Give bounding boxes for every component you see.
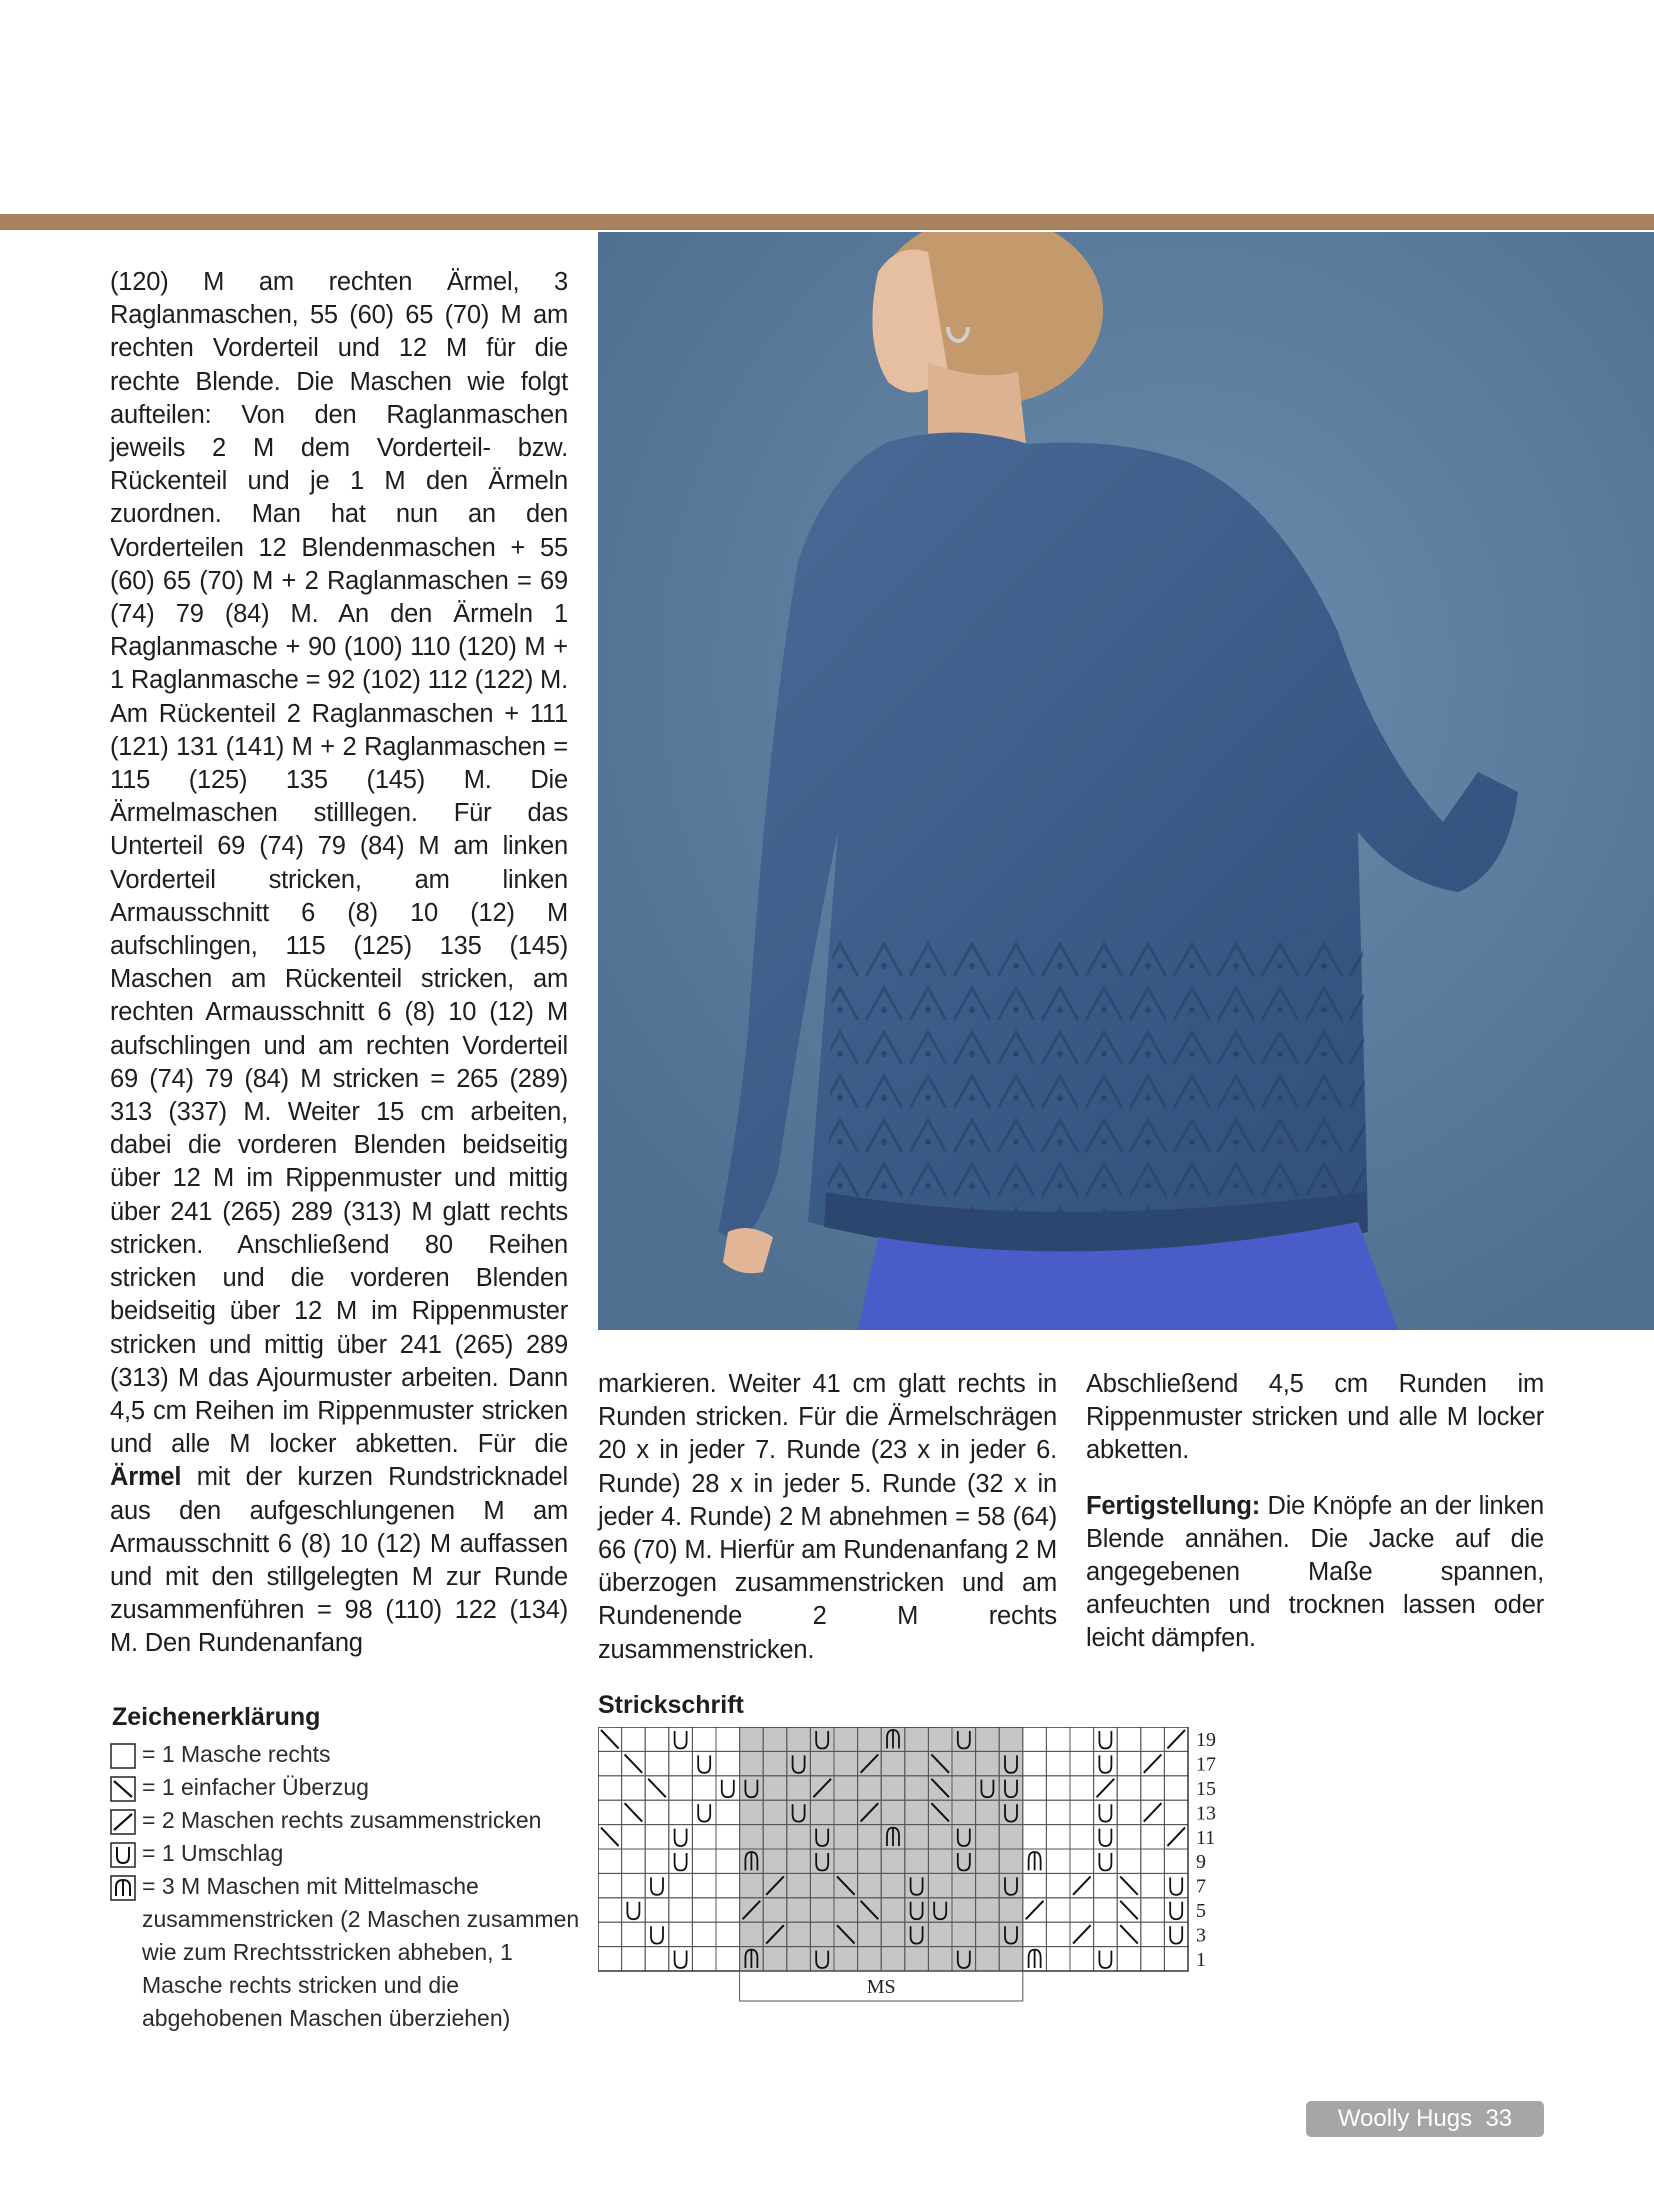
- chart-cell: [622, 1922, 646, 1946]
- instruction-column-2: [598, 1368, 1057, 1667]
- chart-cell: [645, 1849, 669, 1873]
- chart-cell: [692, 1947, 716, 1971]
- chart-cell: [1046, 1873, 1070, 1897]
- chart-cell: [669, 1873, 693, 1897]
- yarn-over-symbol-icon: [651, 1877, 663, 1894]
- chart-cell: [1046, 1776, 1070, 1800]
- chart-cell: [692, 1727, 716, 1751]
- knit-stitch-icon: [110, 1743, 136, 1769]
- finishing-text: Die Knöpfe an der linken Blende annähen. Die Jacke auf die angegebenen Maße spannen, anfeuchten und trocknen lassen oder leicht dämpfen.: [1086, 1491, 1544, 1653]
- ssk-symbol-icon: [601, 1730, 619, 1748]
- chart-cell: [1141, 1947, 1165, 1971]
- legend-text-yo: = 1 Umschlag: [142, 1840, 284, 1866]
- chart-cell: [1141, 1849, 1165, 1873]
- k2tog-symbol-icon: [1073, 1876, 1091, 1894]
- symbol-legend: [110, 1703, 580, 2035]
- chart-cell: [645, 1751, 669, 1775]
- chart-cell: [716, 1800, 740, 1824]
- yarn-over-symbol-icon: [651, 1926, 663, 1943]
- chart-row-label: 7: [1196, 1875, 1206, 1898]
- ssk-symbol-icon: [1120, 1925, 1138, 1943]
- chart-cell: [669, 1751, 693, 1775]
- yarn-over-symbol-icon: [675, 1829, 687, 1846]
- legend-item-ssk: [110, 1771, 580, 1804]
- yarn-over-symbol-icon: [675, 1853, 687, 1870]
- yarn-over-symbol-icon: [698, 1804, 710, 1821]
- chart-cell: [1094, 1922, 1118, 1946]
- chart-row-label: 13: [1196, 1802, 1216, 1825]
- chart-cell: [1117, 1776, 1141, 1800]
- chart-cell: [1023, 1873, 1047, 1897]
- yarn-over-symbol-icon: [1170, 1877, 1182, 1894]
- k2tog-symbol-icon: [1144, 1803, 1162, 1821]
- chart-cell: [622, 1776, 646, 1800]
- chart-cell: [1117, 1825, 1141, 1849]
- chart-cell: [716, 1898, 740, 1922]
- k2tog-symbol-icon: [1167, 1828, 1185, 1846]
- legend-item-knit: [110, 1738, 580, 1771]
- chart-cell: [1023, 1800, 1047, 1824]
- finishing-label: Fertigstellung:: [1086, 1491, 1261, 1520]
- magazine-name: Woolly Hugs: [1337, 2105, 1473, 2132]
- chart-cell: [645, 1825, 669, 1849]
- yarn-over-symbol-icon: [1099, 1731, 1111, 1748]
- yarn-over-symbol-icon: [1170, 1926, 1182, 1943]
- chart-cell: [1070, 1849, 1094, 1873]
- legend-text-ssk: = 1 einfacher Überzug: [142, 1774, 369, 1800]
- col1-text-a: (120) M am rechten Ärmel, 3 Raglanmaschen, 55 (60) 65 (70) M am rechten Vorderteil und 12 M für die rechte Blende. Die Maschen wie folgt aufteilen: Von den Raglanmaschen jeweils 2 M dem Vorderteil- bzw. Rückenteil und je 1 M den Ärmeln zuordnen. Man hat nun an den Vorderteilen 12 Blendenmaschen + 55 (60) 65 (70) M + 2 Raglanmaschen = 69 (74) 79 (84) M. An den Ärmeln 1 Raglanmasche + 90 (100) 110 (120) M + 1 Raglanmasche = 92 (102) 112 (122) M. Am Rückenteil 2 Raglanmaschen + 111 (121) 131 (141) M + 2 Raglanmaschen = 115 (125) 135 (145) M. Die Ärmelmaschen stilllegen. Für das Unterteil 69 (74) 79 (84) M am linken Vorderteil stricken, am linken Armausschnitt 6 (8) 10 (12) M aufschlingen, 115 (125) 135 (145) Maschen am Rückenteil stricken, am rechten Armausschnitt 6 (8) 10 (12) M aufschlingen und am rechten Vorderteil 69 (74) 79 (84) M stricken = 265 (289) 313 (337) M. Weiter 15 cm arbeiten, dabei die vorderen Blenden beidseitig über 12 M im Rippenmuster und mittig über 241 (265) 289 (313) M glatt rechts stricken. Anschließend 80 Reihen stricken und die vorderen Blenden beidseitig über 12 M im Rippenmuster stricken und mittig über 241 (265) 289 (313) M das Ajourmuster arbeiten. Dann 4,5 cm Reihen im Rippenmuster stricken und alle M locker abketten. Für die: [110, 268, 568, 1459]
- chart-cell: [598, 1751, 622, 1775]
- chart-cell: [1023, 1825, 1047, 1849]
- chart-cell: [1023, 1776, 1047, 1800]
- chart-cell: [692, 1898, 716, 1922]
- chart-cell: [1070, 1898, 1094, 1922]
- chart-cell: [1046, 1947, 1070, 1971]
- chart-cell: [598, 1898, 622, 1922]
- chart-cell: [1070, 1776, 1094, 1800]
- chart-cell: [622, 1727, 646, 1751]
- chart-row-label: 11: [1196, 1826, 1216, 1849]
- ssk-symbol-icon: [1120, 1876, 1138, 1894]
- chart-row-label: 3: [1196, 1924, 1206, 1947]
- chart-cell: [1023, 1922, 1047, 1946]
- col1-bold-sleeve: Ärmel: [110, 1463, 182, 1492]
- yarn-over-symbol-icon: [1170, 1902, 1182, 1919]
- chart-cell: [692, 1849, 716, 1873]
- chart-cell: [716, 1825, 740, 1849]
- chart-cell: [1117, 1727, 1141, 1751]
- chart-cell: [669, 1922, 693, 1946]
- model-photo: [598, 232, 1654, 1330]
- chart-cell: [1141, 1922, 1165, 1946]
- yarn-over-symbol-icon: [1099, 1829, 1111, 1846]
- chart-cell: [645, 1898, 669, 1922]
- yarn-over-icon: [110, 1842, 136, 1868]
- lace-panel: [828, 932, 1366, 1224]
- yarn-over-symbol-icon: [675, 1731, 687, 1748]
- cdd-symbol-icon: [1029, 1852, 1041, 1870]
- chart-cell: [598, 1776, 622, 1800]
- chart-cell: [716, 1727, 740, 1751]
- chart-cell: [1046, 1825, 1070, 1849]
- chart-cell: [692, 1825, 716, 1849]
- chart-cell: [1141, 1776, 1165, 1800]
- yarn-over-symbol-icon: [1099, 1951, 1111, 1968]
- legend-text-k2tog: = 2 Maschen rechts zusammenstricken: [142, 1807, 542, 1833]
- chart-title: Strickschrift: [598, 1691, 744, 1719]
- k2tog-stitch-icon: [110, 1809, 136, 1835]
- chart-cell: [669, 1800, 693, 1824]
- ssk-symbol-icon: [601, 1828, 619, 1846]
- finishing-paragraph: [1086, 1490, 1544, 1656]
- centered-double-decrease-icon: [110, 1875, 136, 1901]
- chart-cell: [1094, 1873, 1118, 1897]
- chart-cell: [1141, 1825, 1165, 1849]
- chart-cell: [598, 1922, 622, 1946]
- chart-cell: [1070, 1727, 1094, 1751]
- yarn-over-symbol-icon: [698, 1755, 710, 1772]
- chart-cell: [1117, 1849, 1141, 1873]
- legend-item-k2tog: [110, 1804, 580, 1837]
- chart-cell: [622, 1873, 646, 1897]
- chart-row-label: 17: [1196, 1753, 1216, 1776]
- chart-cell: [1164, 1776, 1188, 1800]
- chart-cell: [1117, 1800, 1141, 1824]
- chart-cell: [1164, 1849, 1188, 1873]
- page-number: 33: [1485, 2105, 1513, 2132]
- yarn-over-symbol-icon: [627, 1902, 639, 1919]
- chart-cell: [1164, 1947, 1188, 1971]
- yarn-over-symbol-icon: [1099, 1853, 1111, 1870]
- chart-cell: [1046, 1800, 1070, 1824]
- chart-row-label: 9: [1196, 1851, 1206, 1874]
- k2tog-symbol-icon: [1026, 1901, 1044, 1919]
- cdd-symbol-icon: [1029, 1950, 1041, 1968]
- chart-cell: [1046, 1727, 1070, 1751]
- chart-cell: [716, 1849, 740, 1873]
- chart-cell: [1046, 1751, 1070, 1775]
- chart-cell: [1023, 1727, 1047, 1751]
- legend-item-yo: [110, 1837, 580, 1870]
- chart-row-label: 15: [1196, 1778, 1216, 1800]
- chart-cell: [1141, 1898, 1165, 1922]
- ssk-stitch-icon: [110, 1776, 136, 1802]
- chart-cell: [622, 1825, 646, 1849]
- chart-cell: [692, 1922, 716, 1946]
- chart-cell: [1046, 1849, 1070, 1873]
- chart-cell: [669, 1898, 693, 1922]
- ssk-symbol-icon: [1120, 1901, 1138, 1919]
- col1-text-b: mit der kurzen Rundstricknadel aus den aufgeschlungenen M am Armausschnitt 6 (8) 10 (12) M auffassen und mit den stillgelegten M zur Runde zusammenführen = 98 (110) 122 (134) M. Den Rundenanfang: [110, 1463, 568, 1658]
- chart-cell: [598, 1947, 622, 1971]
- ssk-symbol-icon: [648, 1779, 666, 1797]
- chart-cell: [622, 1947, 646, 1971]
- k2tog-symbol-icon: [1073, 1925, 1091, 1943]
- ssk-symbol-icon: [625, 1754, 643, 1772]
- chart-cell: [1164, 1751, 1188, 1775]
- yarn-over-symbol-icon: [675, 1951, 687, 1968]
- chart-cell: [1141, 1727, 1165, 1751]
- page-footer: [1306, 2101, 1544, 2137]
- chart-cell: [1117, 1947, 1141, 1971]
- chart-cell: [1070, 1825, 1094, 1849]
- instruction-column-1: [110, 266, 568, 1661]
- legend-text-cdd: = 3 M Maschen mit Mittelmasche zusammenstricken (2 Maschen zusammen wie zum Rrechtsstricken abheben, 1 Masche rechts stricken und die abgehobenen Maschen überziehen): [142, 1873, 580, 2031]
- k2tog-symbol-icon: [1144, 1754, 1162, 1772]
- chart-cell: [598, 1800, 622, 1824]
- chart-cell: [1070, 1800, 1094, 1824]
- k2tog-symbol-icon: [1097, 1779, 1115, 1797]
- chart-cell: [1094, 1898, 1118, 1922]
- chart-cell: [1070, 1947, 1094, 1971]
- chart-cell: [692, 1873, 716, 1897]
- chart-cell: [1070, 1751, 1094, 1775]
- chart-cell: [598, 1849, 622, 1873]
- chart-cell: [1117, 1751, 1141, 1775]
- chart-cell: [598, 1873, 622, 1897]
- chart-cell: [1046, 1898, 1070, 1922]
- chart-cell: [716, 1922, 740, 1946]
- chart-cell: [645, 1947, 669, 1971]
- chart-cell: [669, 1776, 693, 1800]
- yarn-over-symbol-icon: [1099, 1804, 1111, 1821]
- chart-cell: [716, 1947, 740, 1971]
- instruction-column-3: [1086, 1368, 1544, 1656]
- chart-cell: [692, 1776, 716, 1800]
- legend-text-knit: = 1 Masche rechts: [142, 1741, 331, 1767]
- chart-row-label: 5: [1196, 1900, 1206, 1922]
- chart-cell: [716, 1873, 740, 1897]
- yarn-over-symbol-icon: [722, 1780, 734, 1797]
- ssk-symbol-icon: [625, 1803, 643, 1821]
- top-accent-bar: [0, 214, 1654, 230]
- knitting-chart: [598, 1727, 1468, 2097]
- yarn-over-symbol-icon: [1099, 1755, 1111, 1772]
- chart-cell: [645, 1800, 669, 1824]
- chart-cell: [716, 1751, 740, 1775]
- col2-text: markieren. Weiter 41 cm glatt rechts in Runden stricken. Für die Ärmelschrägen 20 x in jeder 7. Runde (23 x in jeder 6. Runde) 28 x in jeder 5. Runde (32 x in jeder 4. Runde) 2 M abnehmen = 58 (64) 66 (70) M. Hierfür am Rundenanfang 2 M überzogen zusammenstricken und am Rundenende 2 M rechts zusammenstricken.: [598, 1370, 1057, 1664]
- col3-text: Abschließend 4,5 cm Runden im Rippenmuster stricken und alle M locker abketten.: [1086, 1370, 1544, 1465]
- legend-title: Zeichenerklärung: [112, 1703, 321, 1731]
- legend-item-cdd: [110, 1870, 580, 2035]
- repeat-label: MS: [866, 1976, 896, 1998]
- k2tog-symbol-icon: [1167, 1730, 1185, 1748]
- chart-cell: [1141, 1873, 1165, 1897]
- chart-row-label: 1: [1196, 1948, 1206, 1971]
- chart-cell: [645, 1727, 669, 1751]
- chart-cell: [1023, 1751, 1047, 1775]
- chart-cell: [622, 1849, 646, 1873]
- chart-row-label: 19: [1196, 1729, 1216, 1752]
- chart-cell: [1046, 1922, 1070, 1946]
- chart-cell: [1164, 1800, 1188, 1824]
